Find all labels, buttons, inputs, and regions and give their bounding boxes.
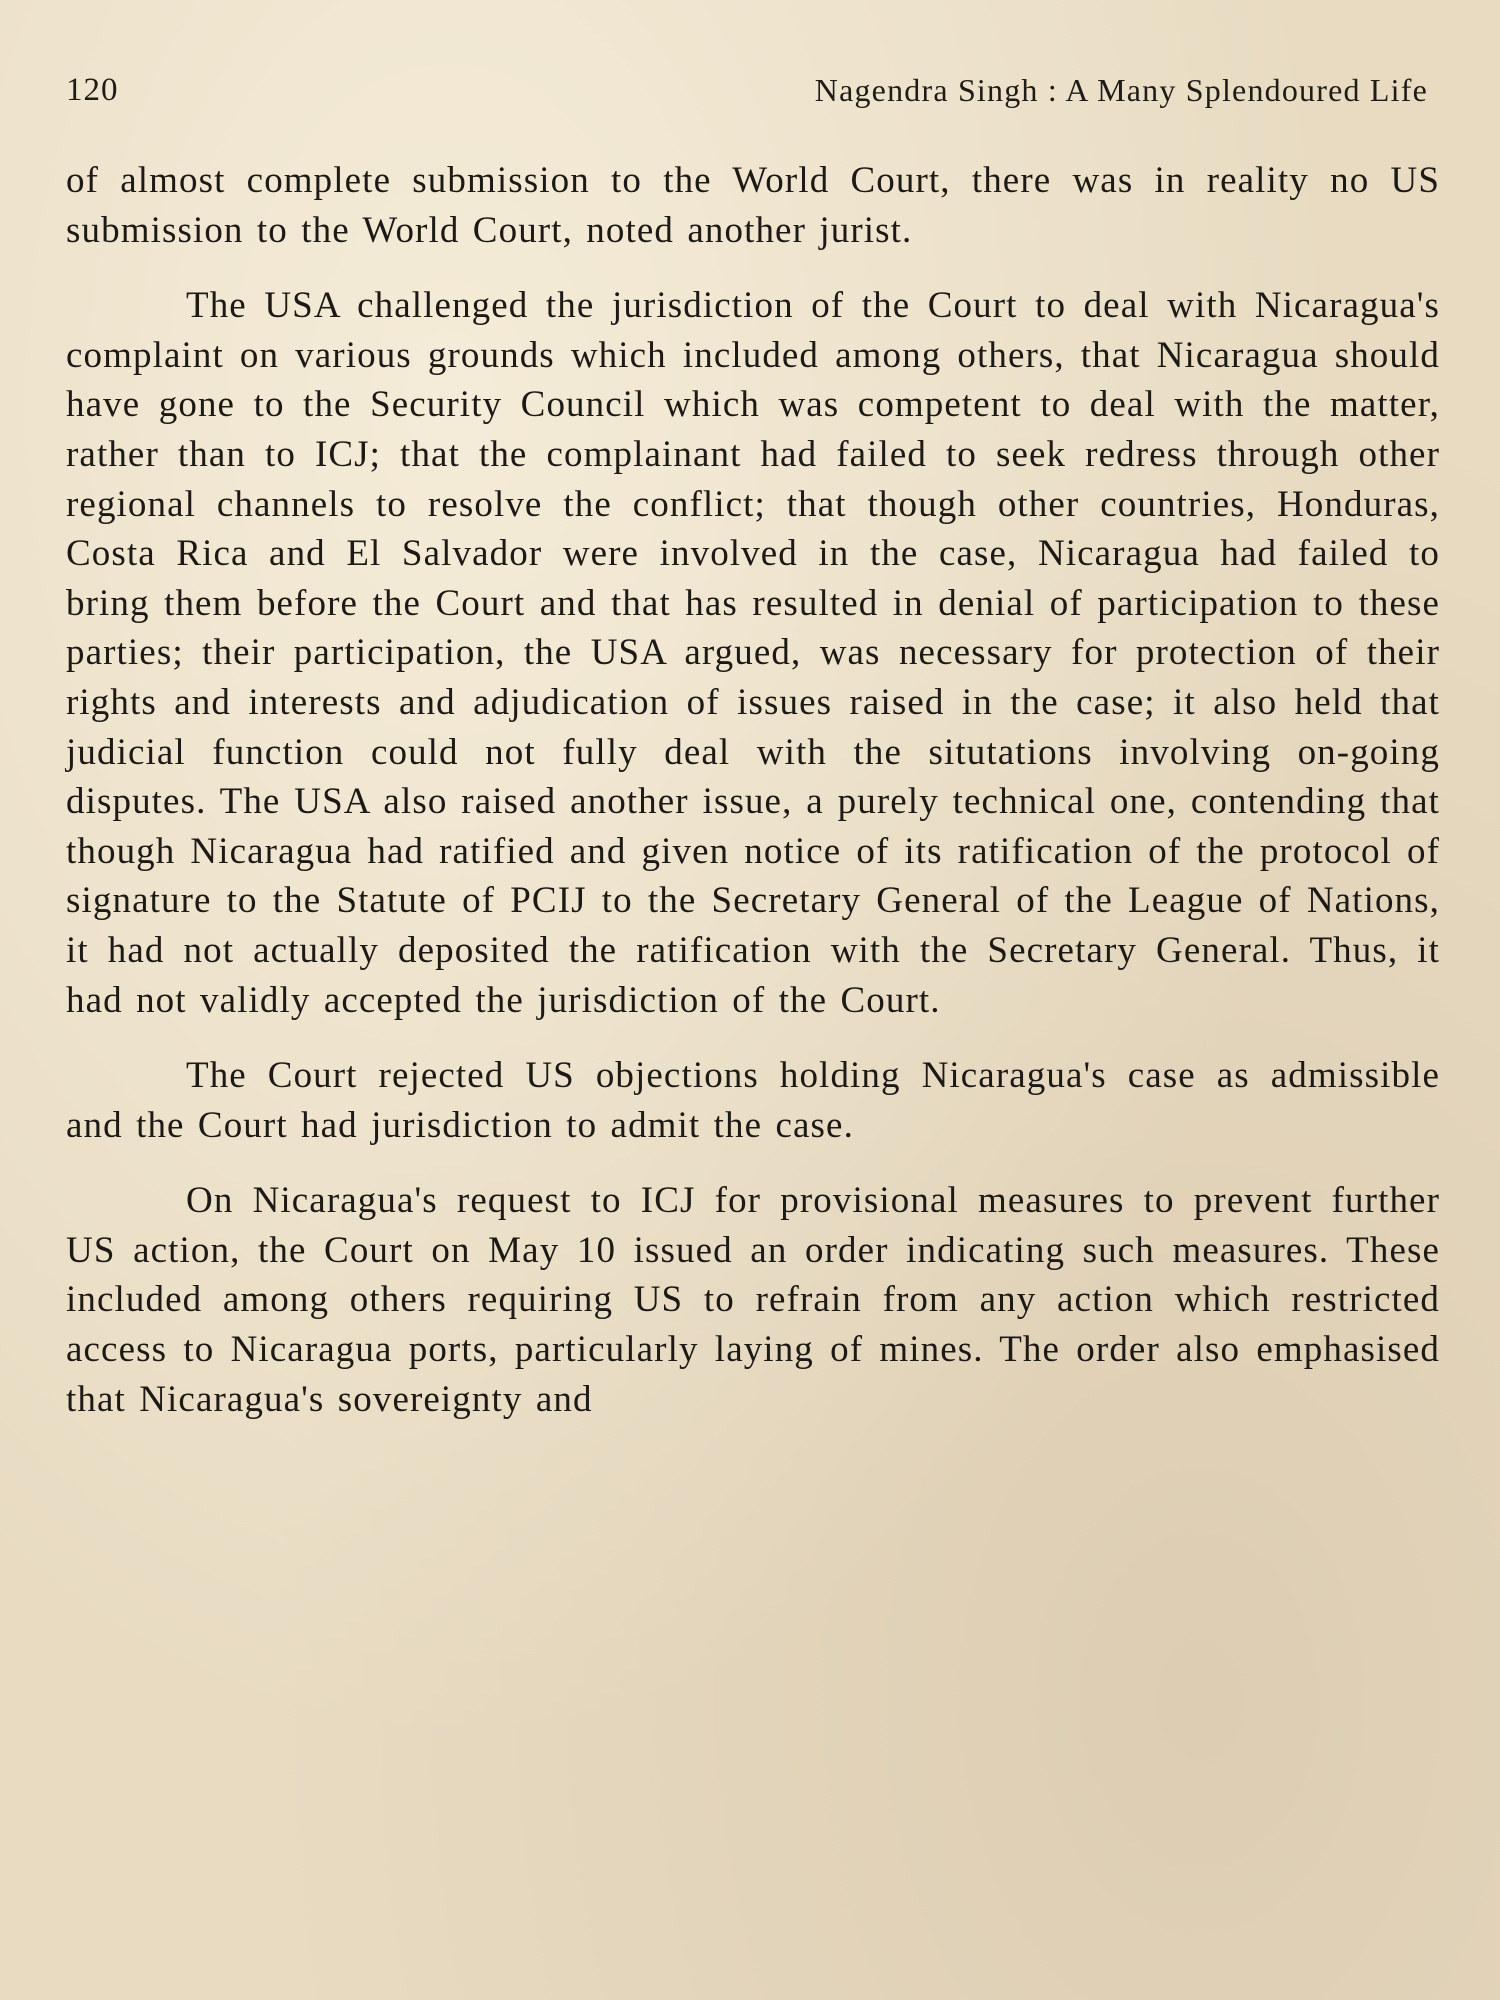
book-title: Nagendra Singh : A Many Splendoured Life (814, 72, 1428, 108)
paragraph-provisional-measures: On Nicaragua's request to ICJ for provisional measures to prevent further US action, the Court on May 10 issued an order indicating such measures. These included among others requiring US to refrain from any action which restricted access to Nicaragua ports, particularly laying of mines. The order also emphasised that Nicaragua's sovereignty and (66, 1180, 1440, 1420)
body-text (66, 156, 1440, 1450)
paragraph-court-rejection: The Court rejected US objections holding Nicaragua's case as admissible and the Court had jurisdiction to admit the case. (66, 1055, 1440, 1146)
paragraph-continuation: of almost complete submission to the World Court, there was in reality no US submission to the World Court, noted another jurist. (66, 160, 1440, 251)
running-header (66, 66, 1428, 116)
page-number: 120 (66, 72, 119, 108)
paragraph-us-challenge: The USA challenged the jurisdiction of the Court to deal with Nicaragua's complaint on various grounds which included among others, that Nicaragua should have gone to the Security Council which was competent to deal with the matter, rather than to ICJ; that the complainant had failed to seek redress through other regional channels to resolve the conflict; that though other countries, Honduras, Costa Rica and El Salvador were involved in the case, Nicaragua had failed to bring them before the Court and that has resulted in denial of participation to these parties; their participation, the USA argued, was necessary for protection of their rights and interests and adjudication of issues raised in the case; it also held that judicial function could not fully deal with the situtations involving on-going disputes. The USA also raised another issue, a purely technical one, contending that though Nicaragua had ratified and given notice of its ratification of the protocol of signature to the Statute of PCIJ to the Secretary General of the League of Nations, it had not actually deposited the ratification with the Secretary General. Thus, it had not validly accepted the jurisdiction of the Court. (66, 285, 1440, 1021)
